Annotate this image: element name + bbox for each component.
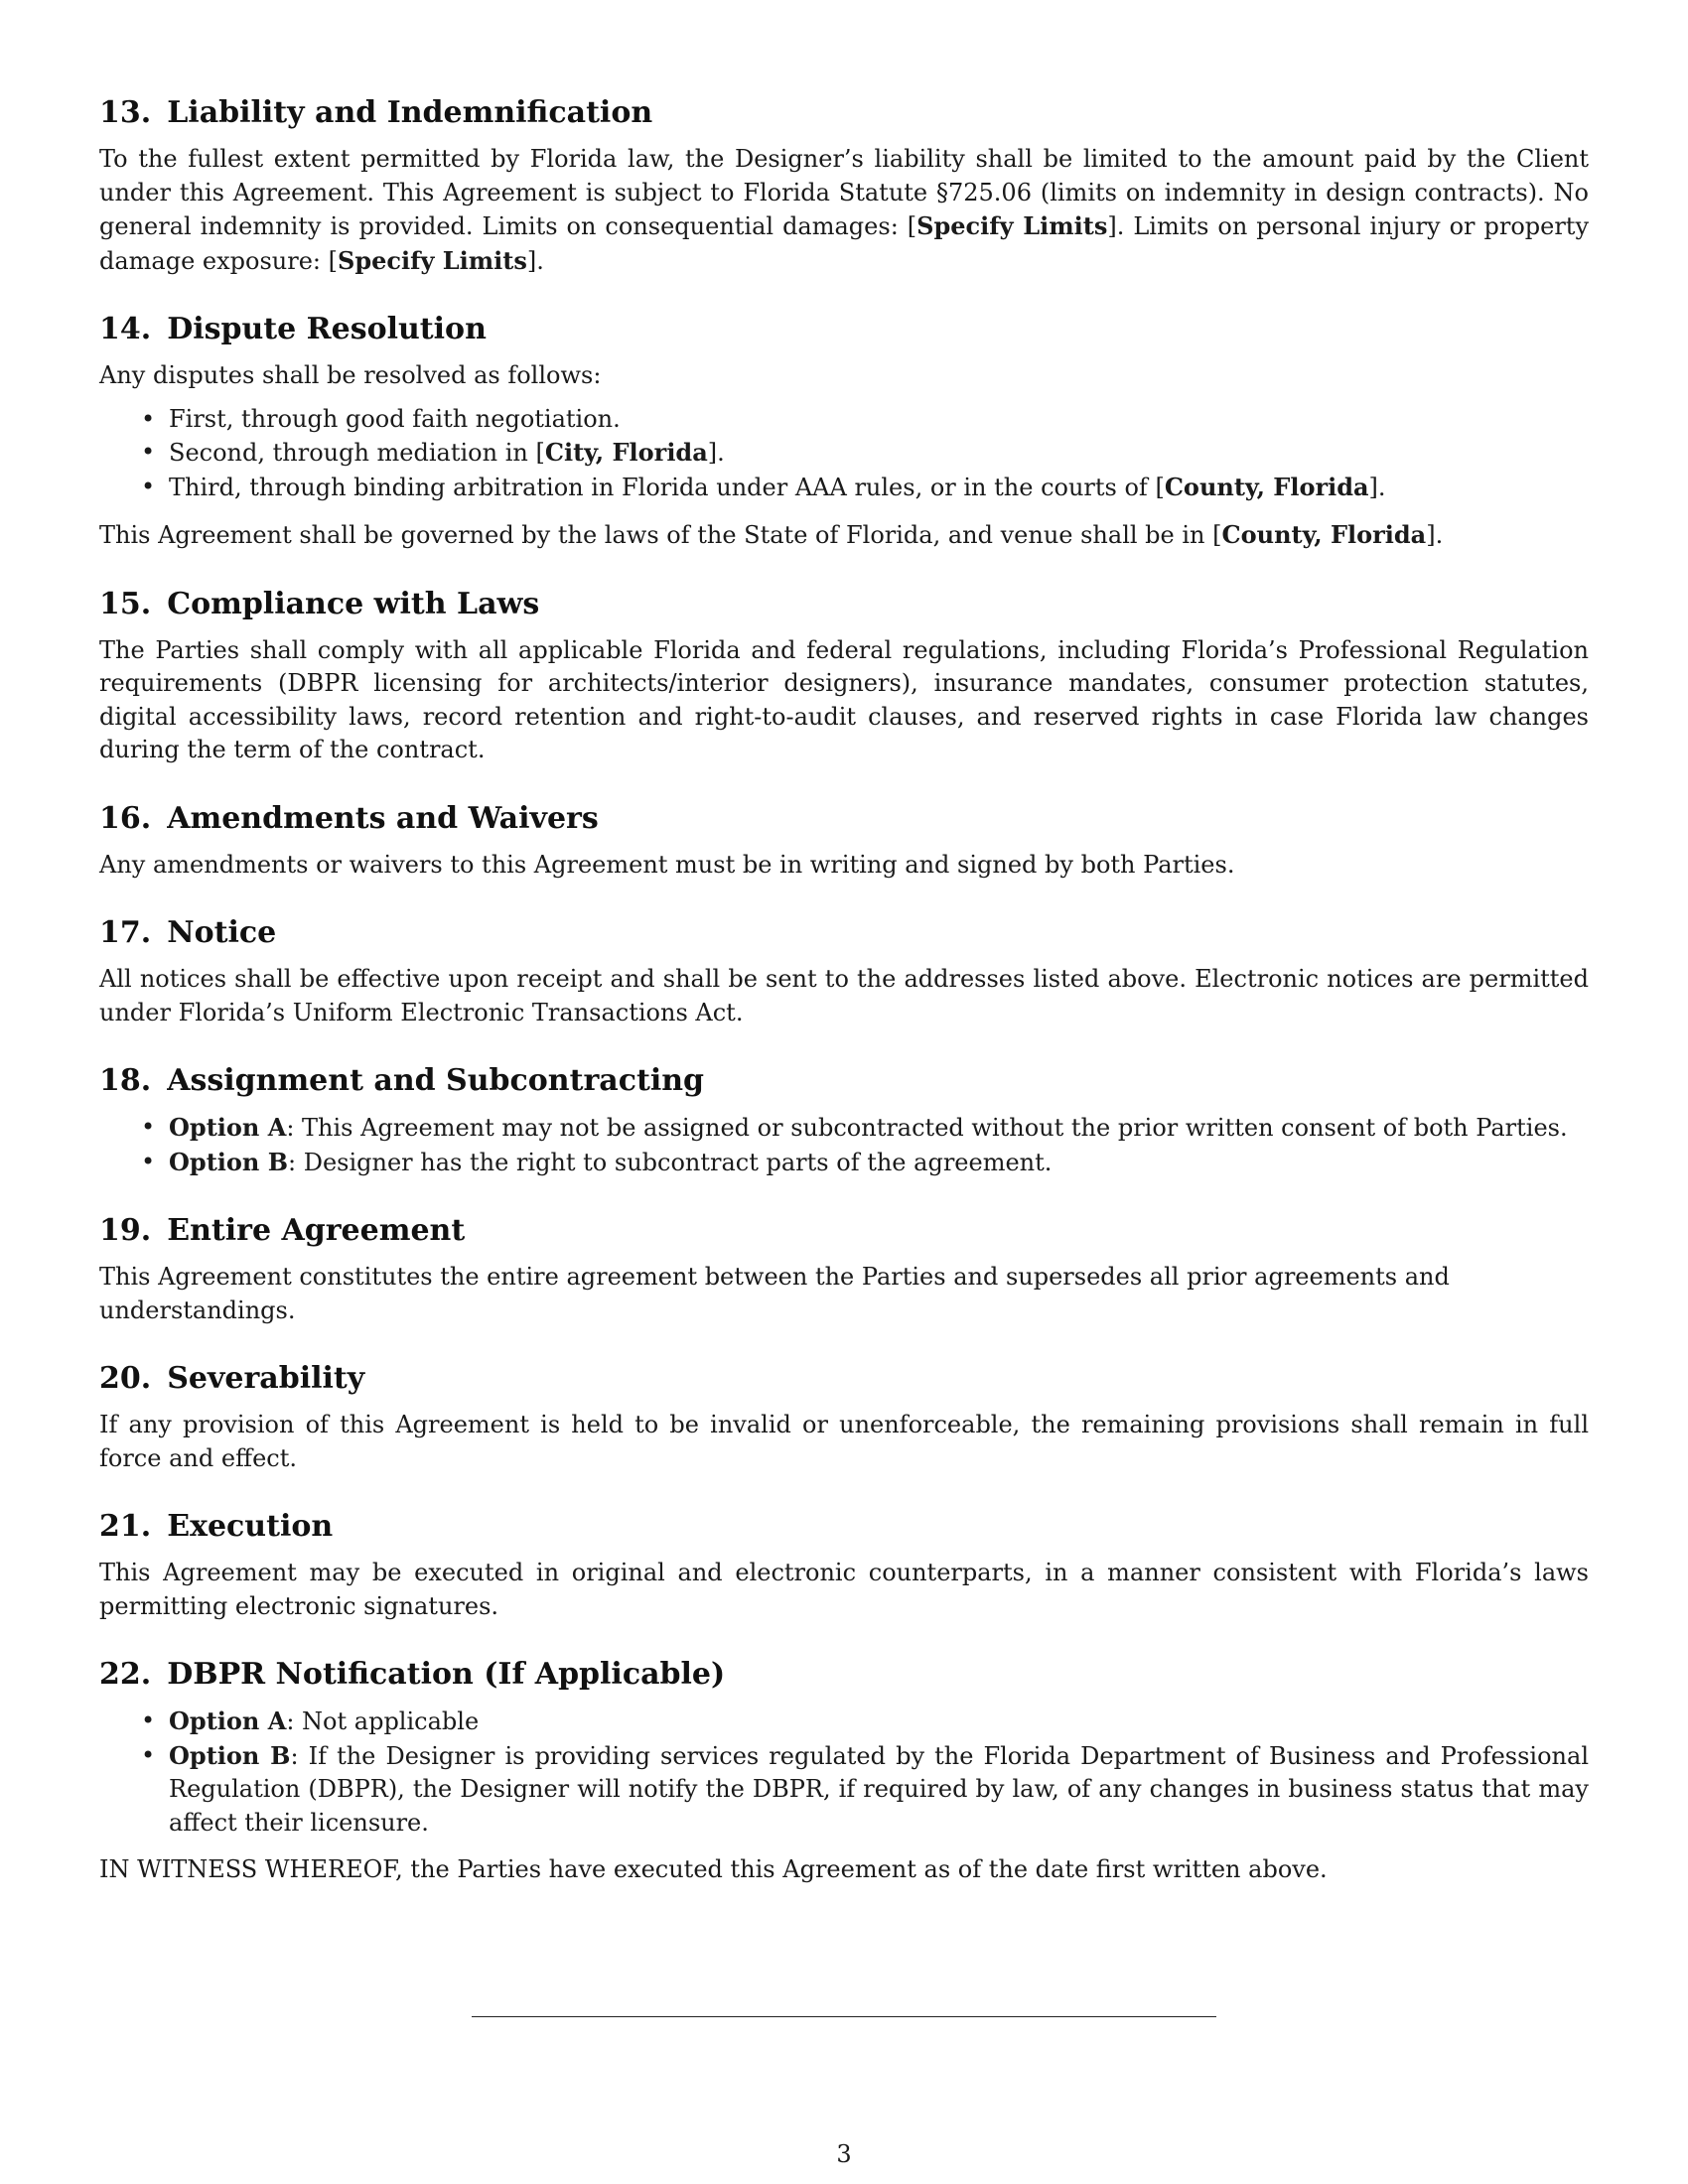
- section-paragraph: This Agreement shall be governed by the laws of the State of Florida, and venue shall be in [County, Florida].: [99, 520, 1444, 549]
- list-item-text: : This Agreement may not be assigned or subcontracted without the prior written consent of both Parties.: [286, 1114, 1568, 1142]
- section-number: 19.: [99, 1213, 152, 1248]
- section-title: Liability and Indemnification: [167, 95, 653, 130]
- list-item-text: Second, through mediation in: [169, 439, 536, 467]
- section-title: DBPR Notification (If Applicable): [167, 1657, 726, 1692]
- section-number: 22.: [99, 1657, 152, 1692]
- section-heading: [99, 1361, 1589, 1397]
- section-heading: [99, 312, 1589, 347]
- page-number: 3: [836, 2140, 852, 2168]
- section-21-execution: [99, 1509, 1589, 1623]
- section-title: Entire Agreement: [167, 1213, 466, 1248]
- section-20-severability: [99, 1361, 1589, 1475]
- paragraph-text: To the fullest extent permitted by Florida law, the Designer’s liability shall be limited to the amount paid by the Client under this Agreement. This Agreement is subject to Florida Statute §725.06 (limits on indemnity in design contracts). No general indemnity is provided. Limits on consequential damages:: [99, 145, 1589, 240]
- witness-statement: IN WITNESS WHEREOF, the Parties have executed this Agreement as of the date first written above.: [99, 1855, 1328, 1883]
- list-item: [99, 1739, 1589, 1841]
- section-16-amendments: [99, 801, 1589, 883]
- section-22-dbpr-notification: [99, 1657, 1589, 1887]
- list-item: • Second, through mediation in [City, Florida].: [99, 436, 1589, 471]
- section-17-notice: [99, 915, 1589, 1029]
- section-paragraph: If any provision of this Agreement is held to be invalid or unenforceable, the remaining provisions shall remain in full force and effect.: [99, 1411, 1589, 1472]
- list-item: • Third, through binding arbitration in Florida under AAA rules, or in the courts of [County, Florida].: [99, 471, 1589, 505]
- section-18-assignment: [99, 1063, 1589, 1179]
- section-number: 15.: [99, 586, 152, 621]
- section-paragraph: This Agreement constitutes the entire agreement between the Parties and supersedes all prior agreements and understandings.: [99, 1263, 1450, 1324]
- list-item: [99, 403, 1589, 437]
- section-number: 21.: [99, 1509, 152, 1544]
- section-number: 17.: [99, 915, 152, 950]
- section-paragraph: Any disputes shall be resolved as follows:: [99, 361, 602, 389]
- section-title: Amendments and Waivers: [167, 800, 599, 836]
- section-number: 20.: [99, 1361, 152, 1396]
- placeholder-field: Specify Limits: [916, 211, 1108, 240]
- document-page: [99, 95, 1589, 1921]
- bullet-list: [99, 1705, 1589, 1840]
- section-paragraph: This Agreement may be executed in original and electronic counterparts, in a manner consistent with Florida’s laws permitting electronic signatures.: [99, 1559, 1589, 1620]
- placeholder-field: Specify Limits: [338, 245, 527, 275]
- section-paragraph: The Parties shall comply with all applicable Florida and federal regulations, including Florida’s Professional Regulation requirements (DBPR licensing for architects/interior designers), insurance mandates, consumer protection statutes, digital accessibility laws, record retention and right-to-audit clauses, and reserved rights in case Florida law changes during the term of the contract.: [99, 635, 1589, 763]
- list-item-text: .: [1377, 473, 1386, 501]
- section-title: Compliance with Laws: [167, 586, 540, 621]
- list-item-text: : Designer has the right to subcontract parts of the agreement.: [288, 1148, 1053, 1176]
- signature-line: [472, 2016, 1216, 2017]
- list-item-text: Third, through binding arbitration in Florida under AAA rules, or in the courts of: [169, 473, 1156, 501]
- list-item: [99, 1146, 1589, 1180]
- section-number: 16.: [99, 800, 152, 836]
- paragraph-text: .: [536, 246, 544, 275]
- section-heading: [99, 801, 1589, 837]
- placeholder-field: County, Florida: [1164, 472, 1369, 501]
- section-15-compliance: [99, 587, 1589, 767]
- list-item: [99, 1111, 1589, 1146]
- placeholder-field: City, Florida: [544, 438, 708, 467]
- section-heading: [99, 587, 1589, 622]
- section-title: Assignment and Subcontracting: [167, 1063, 705, 1098]
- list-item-text: .: [717, 439, 725, 467]
- section-title: Notice: [167, 915, 277, 950]
- section-19-entire-agreement: [99, 1213, 1589, 1327]
- section-heading: [99, 1213, 1589, 1249]
- section-paragraph: All notices shall be effective upon receipt and shall be sent to the addresses listed above. Electronic notices are permitted under Florida’s Uniform Electronic Transactions Act.: [99, 965, 1589, 1026]
- section-heading: [99, 1063, 1589, 1099]
- option-label: Option B: [169, 1147, 288, 1176]
- paragraph-text: . Limits on personal injury or property damage exposure:: [99, 212, 1590, 275]
- placeholder-field: County, Florida: [1221, 520, 1427, 549]
- section-number: 14.: [99, 312, 152, 346]
- section-title: Dispute Resolution: [167, 312, 487, 346]
- option-label: Option A: [169, 1113, 287, 1142]
- section-paragraph: To the fullest extent permitted by Florida law, the Designer’s liability shall be limited to the amount paid by the Client under this Agreement. This Agreement is subject to Florida Statute §725.06 (limits on indemnity in design contracts). No general indemnity is provided. Limits on consequential damages: [Specify Limits]. Limits on personal injury or property damage exposure: [Specify Limits].: [99, 145, 1590, 275]
- section-heading: [99, 1509, 1589, 1545]
- list-item-text: First, through good faith negotiation.: [169, 404, 621, 433]
- section-title: Severability: [167, 1361, 365, 1396]
- section-paragraph: Any amendments or waivers to this Agreement must be in writing and signed by both Parties.: [99, 850, 1235, 879]
- list-item-text: : If the Designer is providing services regulated by the Florida Department of Business and Professional Regulation (DBPR), the Designer will notify the DBPR, if required by law, of any changes in business status that may affect their licensure.: [169, 1741, 1589, 1837]
- paragraph-text: This Agreement shall be governed by the laws of the State of Florida, and venue shall be in: [99, 521, 1213, 549]
- section-title: Execution: [167, 1509, 334, 1544]
- list-item-text: : Not applicable: [286, 1707, 480, 1735]
- section-number: 18.: [99, 1063, 152, 1098]
- section-heading: [99, 915, 1589, 951]
- section-heading: [99, 95, 1589, 131]
- bullet-list: [99, 1111, 1589, 1179]
- section-13-liability: [99, 95, 1589, 278]
- section-heading: [99, 1657, 1589, 1693]
- option-label: Option B: [169, 1740, 291, 1770]
- list-item: [99, 1705, 1589, 1739]
- option-label: Option A: [169, 1706, 287, 1735]
- bullet-list: [99, 403, 1589, 505]
- section-14-dispute-resolution: [99, 312, 1589, 553]
- paragraph-text: .: [1435, 521, 1444, 549]
- section-number: 13.: [99, 95, 152, 130]
